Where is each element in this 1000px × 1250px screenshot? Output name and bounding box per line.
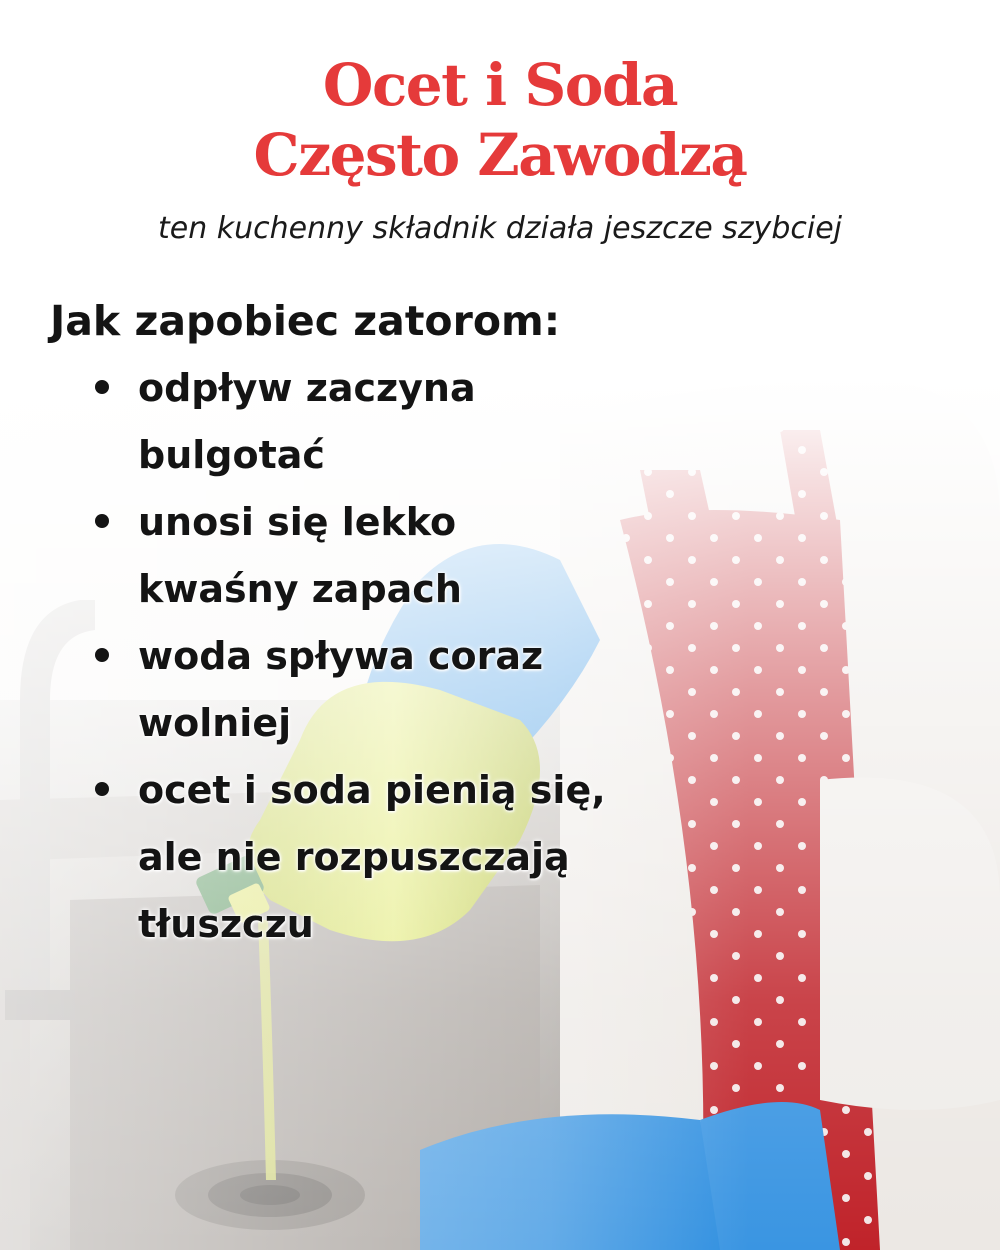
title-line-1: Ocet i Soda bbox=[322, 51, 678, 119]
title-line-2: Często Zawodzą bbox=[253, 121, 747, 189]
section-heading: Jak zapobiec zatorom: bbox=[50, 297, 561, 345]
tips-list bbox=[95, 355, 695, 958]
page-title bbox=[0, 50, 1000, 190]
list-item bbox=[95, 489, 695, 623]
list-item bbox=[95, 355, 695, 489]
list-item-text: woda spływa coraz wolniej bbox=[138, 634, 544, 745]
bullet-icon bbox=[95, 648, 109, 662]
list-item-text: unosi się lekko kwaśny zapach bbox=[138, 500, 462, 611]
bullet-icon bbox=[95, 782, 109, 796]
subtitle: ten kuchenny składnik działa jeszcze szybciej bbox=[158, 211, 842, 246]
list-item bbox=[95, 623, 695, 757]
list-item-text: odpływ zaczyna bulgotać bbox=[138, 366, 476, 477]
list-item-text: ocet i soda pienią się, ale nie rozpuszczają tłuszczu bbox=[138, 768, 606, 946]
list-item bbox=[95, 757, 695, 958]
bullet-icon bbox=[95, 380, 109, 394]
bullet-icon bbox=[95, 514, 109, 528]
